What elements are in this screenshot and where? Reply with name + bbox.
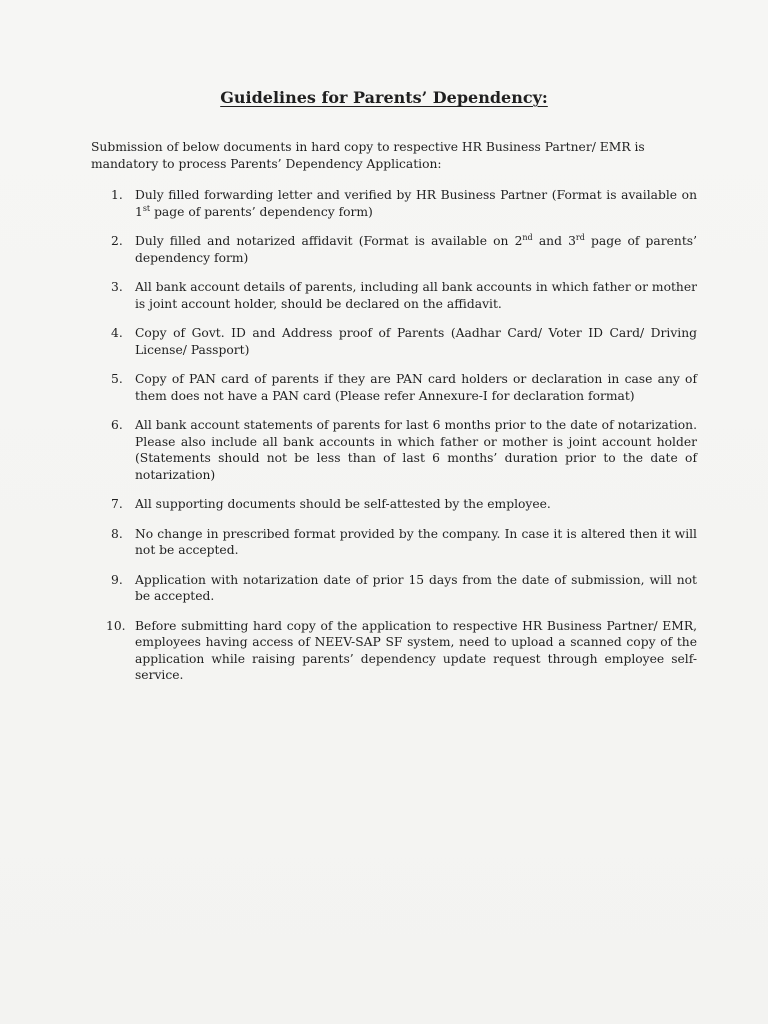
list-number: 3. <box>111 280 123 294</box>
list-item <box>91 371 697 404</box>
list-number: 9. <box>111 572 123 587</box>
list-text-part: and 3 <box>532 234 576 248</box>
list-text-part: page of parents’ dependency form) <box>135 234 698 265</box>
list-text: All supporting documents should be self-attested by the employee. <box>135 497 551 511</box>
list-number: 6. <box>111 418 123 432</box>
list-item <box>91 233 697 266</box>
guidelines-list <box>91 187 697 697</box>
list-text: Application with notarization date of prior 15 days from the date of submission, will not be accepted. <box>135 572 697 603</box>
list-text: No change in prescribed format provided by the company. In case it is altered then it will not be accepted. <box>135 526 697 557</box>
list-text-part: page of parents’ dependency form) <box>150 204 373 219</box>
list-item <box>91 279 697 312</box>
list-text: Before submitting hard copy of the application to respective HR Business Partner/ EMR, employees having access of NEEV-SAP SF system, need to upload a scanned copy of the application while raising parents’ dependency update request through employee self-service. <box>135 618 697 682</box>
list-text: Copy of Govt. ID and Address proof of Parents (Aadhar Card/ Voter ID Card/ Driving License/ Passport) <box>135 326 697 357</box>
superscript: nd <box>522 232 533 242</box>
list-item <box>91 572 697 605</box>
list-item <box>91 187 697 220</box>
superscript: st <box>142 203 151 213</box>
intro-paragraph: Submission of below documents in hard copy to respective HR Business Partner/ EMR is mandatory to process Parents’ Dependency Application: <box>91 140 645 171</box>
list-text: All bank account statements of parents for last 6 months prior to the date of notarization. Please also include all bank accounts in which father or mother is joint account holder (Statements should not be less than of last 6 months’ duration prior to the date of notarization) <box>135 418 697 482</box>
list-number: 10. <box>106 618 126 633</box>
list-text <box>135 234 697 265</box>
list-item <box>91 618 697 684</box>
list-item <box>91 325 697 358</box>
list-number: 5. <box>111 372 123 386</box>
list-number: 7. <box>111 497 123 511</box>
list-number: 8. <box>111 526 123 541</box>
document-title: Guidelines for Parents’ Dependency: <box>220 88 548 107</box>
list-number: 2. <box>111 234 123 248</box>
list-item <box>91 526 697 559</box>
list-text <box>135 188 697 219</box>
list-number: 4. <box>111 326 123 340</box>
list-number: 1. <box>111 188 123 202</box>
list-text: Copy of PAN card of parents if they are PAN card holders or declaration in case any of them does not have a PAN card (Please refer Annexure-I for declaration format) <box>135 372 697 403</box>
superscript: rd <box>575 232 585 242</box>
list-text: All bank account details of parents, including all bank accounts in which father or mother is joint account holder, should be declared on the affidavit. <box>135 280 697 311</box>
list-item <box>91 417 697 483</box>
list-text-part: Duly filled and notarized affidavit (Format is available on 2 <box>135 234 523 248</box>
list-text-part: Duly filled forwarding letter and verified by HR Business Partner (Format is available on 1 <box>135 188 697 219</box>
list-item <box>91 496 697 513</box>
